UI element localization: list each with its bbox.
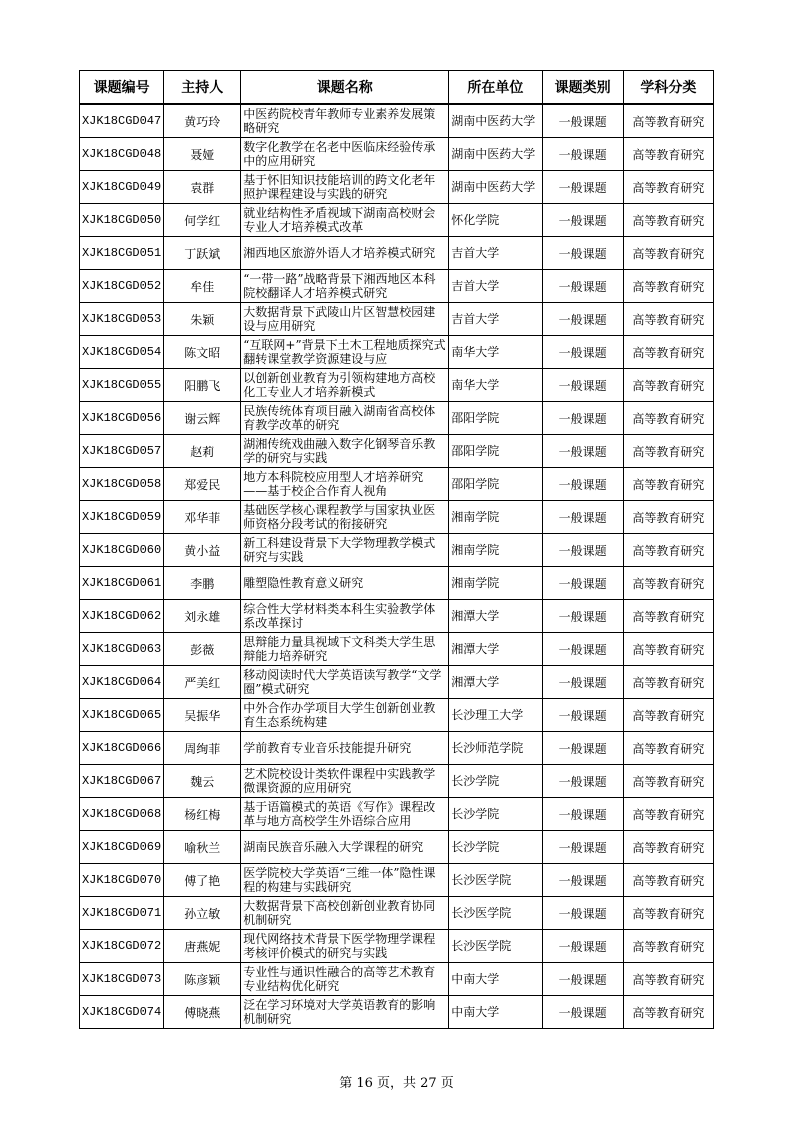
cell-unit bbox=[449, 930, 542, 963]
unit-text: 中南大学 bbox=[451, 972, 500, 986]
cell-category: 一般课题 bbox=[542, 270, 623, 303]
project-title-text: 基础医学核心课程教学与国家执业医师资格分段考试的衔接研究 bbox=[243, 503, 436, 531]
cell-project-code: XJK18CGD050 bbox=[80, 204, 164, 237]
table-row bbox=[80, 270, 714, 303]
cell-host: 谢云辉 bbox=[164, 402, 241, 435]
cell-host: 傅晓燕 bbox=[164, 996, 241, 1029]
cell-project-title bbox=[241, 864, 449, 897]
cell-project-code: XJK18CGD051 bbox=[80, 237, 164, 270]
cell-discipline: 高等教育研究 bbox=[623, 600, 713, 633]
cell-project-code: XJK18CGD073 bbox=[80, 963, 164, 996]
cell-project-code: XJK18CGD054 bbox=[80, 336, 164, 369]
cell-project-title bbox=[241, 732, 449, 765]
cell-discipline: 高等教育研究 bbox=[623, 104, 713, 138]
cell-project-title bbox=[241, 996, 449, 1029]
cell-category: 一般课题 bbox=[542, 897, 623, 930]
cell-discipline: 高等教育研究 bbox=[623, 369, 713, 402]
project-title-text: 学前教育专业音乐技能提升研究 bbox=[243, 741, 412, 755]
project-title-text: 艺术院校设计类软件课程中实践教学微课资源的应用研究 bbox=[243, 767, 436, 795]
project-title-text: 思辩能力量具视域下文科类大学生思辩能力培养研究 bbox=[243, 635, 436, 663]
cell-project-title bbox=[241, 270, 449, 303]
table-row bbox=[80, 501, 714, 534]
cell-category: 一般课题 bbox=[542, 138, 623, 171]
unit-text: 长沙医学院 bbox=[451, 906, 512, 920]
cell-discipline: 高等教育研究 bbox=[623, 864, 713, 897]
table-row bbox=[80, 171, 714, 204]
project-title-text: 专业性与通识性融合的高等艺术教育专业结构优化研究 bbox=[243, 965, 436, 993]
cell-host: 聂娅 bbox=[164, 138, 241, 171]
cell-category: 一般课题 bbox=[542, 534, 623, 567]
header-host: 主持人 bbox=[164, 71, 241, 105]
cell-discipline: 高等教育研究 bbox=[623, 831, 713, 864]
cell-category: 一般课题 bbox=[542, 765, 623, 798]
cell-discipline: 高等教育研究 bbox=[623, 996, 713, 1029]
cell-discipline: 高等教育研究 bbox=[623, 699, 713, 732]
cell-project-code: XJK18CGD053 bbox=[80, 303, 164, 336]
table-row bbox=[80, 104, 714, 138]
table-body bbox=[80, 104, 714, 1029]
table-row bbox=[80, 468, 714, 501]
cell-unit bbox=[449, 666, 542, 699]
cell-project-code: XJK18CGD056 bbox=[80, 402, 164, 435]
cell-project-title bbox=[241, 138, 449, 171]
cell-unit bbox=[449, 765, 542, 798]
cell-project-code: XJK18CGD055 bbox=[80, 369, 164, 402]
cell-discipline: 高等教育研究 bbox=[623, 171, 713, 204]
cell-host: 牟佳 bbox=[164, 270, 241, 303]
cell-project-code: XJK18CGD065 bbox=[80, 699, 164, 732]
cell-unit bbox=[449, 864, 542, 897]
cell-project-title bbox=[241, 468, 449, 501]
cell-host: 李鹏 bbox=[164, 567, 241, 600]
cell-discipline: 高等教育研究 bbox=[623, 765, 713, 798]
cell-project-code: XJK18CGD049 bbox=[80, 171, 164, 204]
table-row bbox=[80, 402, 714, 435]
cell-unit bbox=[449, 270, 542, 303]
unit-text: 湘南学院 bbox=[451, 510, 500, 524]
cell-project-title bbox=[241, 369, 449, 402]
cell-project-code: XJK18CGD063 bbox=[80, 633, 164, 666]
cell-project-code: XJK18CGD058 bbox=[80, 468, 164, 501]
project-title-text: 就业结构性矛盾视域下湖南高校财会专业人才培养模式改革 bbox=[243, 206, 436, 234]
header-category: 课题类别 bbox=[542, 71, 623, 105]
cell-discipline: 高等教育研究 bbox=[623, 501, 713, 534]
table-row bbox=[80, 996, 714, 1029]
cell-host: 阳鹏飞 bbox=[164, 369, 241, 402]
cell-unit bbox=[449, 104, 542, 138]
unit-text: 长沙学院 bbox=[451, 774, 500, 788]
cell-unit bbox=[449, 633, 542, 666]
cell-category: 一般课题 bbox=[542, 633, 623, 666]
header-row bbox=[80, 71, 714, 105]
project-title-text: “互联网+”背景下土木工程地质探究式翻转课堂教学资源建设与应 bbox=[243, 338, 446, 366]
cell-project-code: XJK18CGD059 bbox=[80, 501, 164, 534]
table-row bbox=[80, 633, 714, 666]
header-discipline: 学科分类 bbox=[623, 71, 713, 105]
table-row bbox=[80, 435, 714, 468]
cell-project-title bbox=[241, 237, 449, 270]
cell-unit bbox=[449, 303, 542, 336]
project-title-text: 大数据背景下武陵山片区智慧校园建设与应用研究 bbox=[243, 305, 436, 333]
cell-unit bbox=[449, 600, 542, 633]
cell-project-code: XJK18CGD062 bbox=[80, 600, 164, 633]
table-row bbox=[80, 699, 714, 732]
cell-project-code: XJK18CGD068 bbox=[80, 798, 164, 831]
cell-discipline: 高等教育研究 bbox=[623, 732, 713, 765]
cell-host: 周绚菲 bbox=[164, 732, 241, 765]
unit-text: 邵阳学院 bbox=[451, 444, 500, 458]
table-row bbox=[80, 600, 714, 633]
cell-host: 郑爱民 bbox=[164, 468, 241, 501]
cell-unit bbox=[449, 336, 542, 369]
cell-project-title bbox=[241, 831, 449, 864]
cell-host: 黄巧玲 bbox=[164, 104, 241, 138]
table-row bbox=[80, 930, 714, 963]
table-row bbox=[80, 765, 714, 798]
cell-project-title bbox=[241, 204, 449, 237]
cell-category: 一般课题 bbox=[542, 864, 623, 897]
cell-host: 陈彦颖 bbox=[164, 963, 241, 996]
cell-project-code: XJK18CGD048 bbox=[80, 138, 164, 171]
cell-category: 一般课题 bbox=[542, 104, 623, 138]
cell-discipline: 高等教育研究 bbox=[623, 666, 713, 699]
project-title-text: 湘西地区旅游外语人才培养模式研究 bbox=[243, 246, 436, 260]
cell-unit bbox=[449, 435, 542, 468]
cell-project-title bbox=[241, 666, 449, 699]
cell-project-code: XJK18CGD067 bbox=[80, 765, 164, 798]
cell-project-code: XJK18CGD047 bbox=[80, 104, 164, 138]
cell-unit bbox=[449, 996, 542, 1029]
cell-project-code: XJK18CGD072 bbox=[80, 930, 164, 963]
cell-category: 一般课题 bbox=[542, 831, 623, 864]
unit-text: 中南大学 bbox=[451, 1005, 500, 1019]
cell-category: 一般课题 bbox=[542, 336, 623, 369]
unit-text: 湘潭大学 bbox=[451, 609, 500, 623]
cell-host: 吴振华 bbox=[164, 699, 241, 732]
project-title-text: 医学院校大学英语“三维一体”隐性课程的构建与实践研究 bbox=[243, 866, 436, 894]
cell-discipline: 高等教育研究 bbox=[623, 138, 713, 171]
table-row bbox=[80, 666, 714, 699]
cell-project-code: XJK18CGD052 bbox=[80, 270, 164, 303]
cell-host: 魏云 bbox=[164, 765, 241, 798]
table-row bbox=[80, 336, 714, 369]
unit-text: 湖南中医药大学 bbox=[451, 180, 536, 194]
project-title-text: 中外合作办学项目大学生创新创业教育生态系统构建 bbox=[243, 701, 436, 729]
cell-unit bbox=[449, 369, 542, 402]
cell-host: 刘永雄 bbox=[164, 600, 241, 633]
cell-discipline: 高等教育研究 bbox=[623, 534, 713, 567]
cell-project-title bbox=[241, 699, 449, 732]
cell-discipline: 高等教育研究 bbox=[623, 435, 713, 468]
cell-project-title bbox=[241, 963, 449, 996]
project-title-text: 地方本科院校应用型人才培养研究——基于校企合作育人视角 bbox=[243, 470, 424, 498]
cell-category: 一般课题 bbox=[542, 402, 623, 435]
cell-project-code: XJK18CGD070 bbox=[80, 864, 164, 897]
table-header bbox=[80, 71, 714, 105]
cell-project-title bbox=[241, 104, 449, 138]
cell-project-title bbox=[241, 303, 449, 336]
unit-text: 长沙学院 bbox=[451, 807, 500, 821]
cell-unit bbox=[449, 534, 542, 567]
cell-host: 喻秋兰 bbox=[164, 831, 241, 864]
cell-discipline: 高等教育研究 bbox=[623, 633, 713, 666]
cell-category: 一般课题 bbox=[542, 732, 623, 765]
cell-discipline: 高等教育研究 bbox=[623, 468, 713, 501]
cell-host: 赵莉 bbox=[164, 435, 241, 468]
header-code: 课题编号 bbox=[80, 71, 164, 105]
cell-discipline: 高等教育研究 bbox=[623, 270, 713, 303]
cell-host: 邓华菲 bbox=[164, 501, 241, 534]
cell-unit bbox=[449, 204, 542, 237]
table-row bbox=[80, 732, 714, 765]
cell-category: 一般课题 bbox=[542, 798, 623, 831]
cell-host: 傅了艳 bbox=[164, 864, 241, 897]
project-title-text: 移动阅读时代大学英语读写教学“文学圈”模式研究 bbox=[243, 668, 442, 696]
page-number: 第 16 页，共 27 页 bbox=[339, 1076, 454, 1091]
cell-discipline: 高等教育研究 bbox=[623, 237, 713, 270]
cell-category: 一般课题 bbox=[542, 435, 623, 468]
cell-project-code: XJK18CGD057 bbox=[80, 435, 164, 468]
cell-unit bbox=[449, 798, 542, 831]
cell-unit bbox=[449, 138, 542, 171]
cell-category: 一般课题 bbox=[542, 369, 623, 402]
project-title-text: 基于怀旧知识技能培训的跨文化老年照护课程建设与实践的研究 bbox=[243, 173, 436, 201]
cell-unit bbox=[449, 897, 542, 930]
unit-text: 湘潭大学 bbox=[451, 642, 500, 656]
cell-category: 一般课题 bbox=[542, 171, 623, 204]
cell-category: 一般课题 bbox=[542, 699, 623, 732]
table-row bbox=[80, 897, 714, 930]
unit-text: 湖南中医药大学 bbox=[451, 147, 536, 161]
cell-unit bbox=[449, 732, 542, 765]
cell-unit bbox=[449, 171, 542, 204]
project-title-text: “一带一路”战略背景下湘西地区本科院校翻译人才培养模式研究 bbox=[243, 272, 436, 300]
project-title-text: 现代网络技术背景下医学物理学课程考核评价模式的研究与实践 bbox=[243, 932, 436, 960]
cell-host: 朱颖 bbox=[164, 303, 241, 336]
table-row bbox=[80, 831, 714, 864]
cell-project-title bbox=[241, 336, 449, 369]
project-title-text: 数字化教学在名老中医临床经验传承中的应用研究 bbox=[243, 140, 436, 168]
cell-project-title bbox=[241, 897, 449, 930]
project-title-text: 泛在学习环境对大学英语教育的影响机制研究 bbox=[243, 998, 436, 1026]
unit-text: 长沙医学院 bbox=[451, 873, 512, 887]
cell-unit bbox=[449, 237, 542, 270]
cell-host: 陈文昭 bbox=[164, 336, 241, 369]
table-row bbox=[80, 798, 714, 831]
cell-discipline: 高等教育研究 bbox=[623, 402, 713, 435]
project-title-text: 综合性大学材料类本科生实验教学体系改革探讨 bbox=[243, 602, 436, 630]
table-row bbox=[80, 567, 714, 600]
table-row bbox=[80, 534, 714, 567]
unit-text: 长沙理工大学 bbox=[451, 708, 524, 722]
cell-discipline: 高等教育研究 bbox=[623, 567, 713, 600]
cell-project-title bbox=[241, 633, 449, 666]
cell-category: 一般课题 bbox=[542, 237, 623, 270]
cell-host: 丁跃斌 bbox=[164, 237, 241, 270]
cell-host: 唐燕妮 bbox=[164, 930, 241, 963]
cell-project-title bbox=[241, 501, 449, 534]
table-row bbox=[80, 864, 714, 897]
cell-project-code: XJK18CGD071 bbox=[80, 897, 164, 930]
unit-text: 邵阳学院 bbox=[451, 411, 500, 425]
cell-category: 一般课题 bbox=[542, 666, 623, 699]
cell-project-title bbox=[241, 567, 449, 600]
table-row bbox=[80, 303, 714, 336]
cell-host: 何学红 bbox=[164, 204, 241, 237]
cell-project-code: XJK18CGD074 bbox=[80, 996, 164, 1029]
cell-discipline: 高等教育研究 bbox=[623, 963, 713, 996]
project-table bbox=[79, 70, 714, 1029]
cell-host: 严美红 bbox=[164, 666, 241, 699]
cell-discipline: 高等教育研究 bbox=[623, 930, 713, 963]
cell-project-title bbox=[241, 534, 449, 567]
header-unit: 所在单位 bbox=[449, 71, 542, 105]
project-title-text: 大数据背景下高校创新创业教育协同机制研究 bbox=[243, 899, 436, 927]
cell-project-code: XJK18CGD066 bbox=[80, 732, 164, 765]
cell-unit bbox=[449, 831, 542, 864]
cell-host: 孙立敏 bbox=[164, 897, 241, 930]
unit-text: 湘潭大学 bbox=[451, 675, 500, 689]
project-title-text: 以创新创业教育为引领构建地方高校化工专业人才培养新模式 bbox=[243, 371, 436, 399]
unit-text: 南华大学 bbox=[451, 345, 500, 359]
cell-category: 一般课题 bbox=[542, 996, 623, 1029]
cell-category: 一般课题 bbox=[542, 930, 623, 963]
cell-host: 袁群 bbox=[164, 171, 241, 204]
cell-host: 杨红梅 bbox=[164, 798, 241, 831]
unit-text: 吉首大学 bbox=[451, 246, 500, 260]
table-row bbox=[80, 237, 714, 270]
table-row bbox=[80, 963, 714, 996]
unit-text: 湘南学院 bbox=[451, 543, 500, 557]
unit-text: 吉首大学 bbox=[451, 279, 500, 293]
cell-host: 黄小益 bbox=[164, 534, 241, 567]
unit-text: 南华大学 bbox=[451, 378, 500, 392]
unit-text: 长沙师范学院 bbox=[451, 741, 524, 755]
cell-category: 一般课题 bbox=[542, 567, 623, 600]
cell-project-title bbox=[241, 171, 449, 204]
unit-text: 湖南中医药大学 bbox=[451, 114, 536, 128]
unit-text: 邵阳学院 bbox=[451, 477, 500, 491]
cell-category: 一般课题 bbox=[542, 468, 623, 501]
cell-project-title bbox=[241, 435, 449, 468]
cell-project-code: XJK18CGD061 bbox=[80, 567, 164, 600]
table-row bbox=[80, 138, 714, 171]
project-title-text: 雕塑隐性教育意义研究 bbox=[243, 576, 364, 590]
cell-host: 彭薇 bbox=[164, 633, 241, 666]
cell-category: 一般课题 bbox=[542, 501, 623, 534]
project-title-text: 湖湘传统戏曲融入数字化钢琴音乐教学的研究与实践 bbox=[243, 437, 436, 465]
cell-discipline: 高等教育研究 bbox=[623, 303, 713, 336]
project-title-text: 民族传统体育项目融入湖南省高校体育教学改革的研究 bbox=[243, 404, 436, 432]
cell-project-title bbox=[241, 930, 449, 963]
header-title: 课题名称 bbox=[241, 71, 449, 105]
cell-category: 一般课题 bbox=[542, 204, 623, 237]
unit-text: 吉首大学 bbox=[451, 312, 500, 326]
cell-project-title bbox=[241, 765, 449, 798]
table-row bbox=[80, 204, 714, 237]
cell-category: 一般课题 bbox=[542, 963, 623, 996]
unit-text: 长沙学院 bbox=[451, 840, 500, 854]
cell-category: 一般课题 bbox=[542, 600, 623, 633]
cell-discipline: 高等教育研究 bbox=[623, 897, 713, 930]
cell-unit bbox=[449, 402, 542, 435]
cell-unit bbox=[449, 567, 542, 600]
cell-project-title bbox=[241, 798, 449, 831]
cell-unit bbox=[449, 501, 542, 534]
cell-discipline: 高等教育研究 bbox=[623, 204, 713, 237]
cell-project-code: XJK18CGD060 bbox=[80, 534, 164, 567]
project-title-text: 中医药院校青年教师专业素养发展策略研究 bbox=[243, 107, 436, 135]
project-title-text: 新工科建设背景下大学物理教学模式研究与实践 bbox=[243, 536, 436, 564]
cell-project-code: XJK18CGD064 bbox=[80, 666, 164, 699]
cell-project-title bbox=[241, 600, 449, 633]
cell-discipline: 高等教育研究 bbox=[623, 336, 713, 369]
cell-unit bbox=[449, 699, 542, 732]
project-title-text: 基于语篇模式的英语《写作》课程改革与地方高校学生外语综合应用 bbox=[243, 800, 436, 828]
unit-text: 湘南学院 bbox=[451, 576, 500, 590]
cell-project-code: XJK18CGD069 bbox=[80, 831, 164, 864]
project-title-text: 湖南民族音乐融入大学课程的研究 bbox=[243, 840, 424, 854]
cell-unit bbox=[449, 468, 542, 501]
cell-project-title bbox=[241, 402, 449, 435]
cell-category: 一般课题 bbox=[542, 303, 623, 336]
unit-text: 长沙医学院 bbox=[451, 939, 512, 953]
unit-text: 怀化学院 bbox=[451, 213, 500, 227]
cell-discipline: 高等教育研究 bbox=[623, 798, 713, 831]
cell-unit bbox=[449, 963, 542, 996]
table-row bbox=[80, 369, 714, 402]
